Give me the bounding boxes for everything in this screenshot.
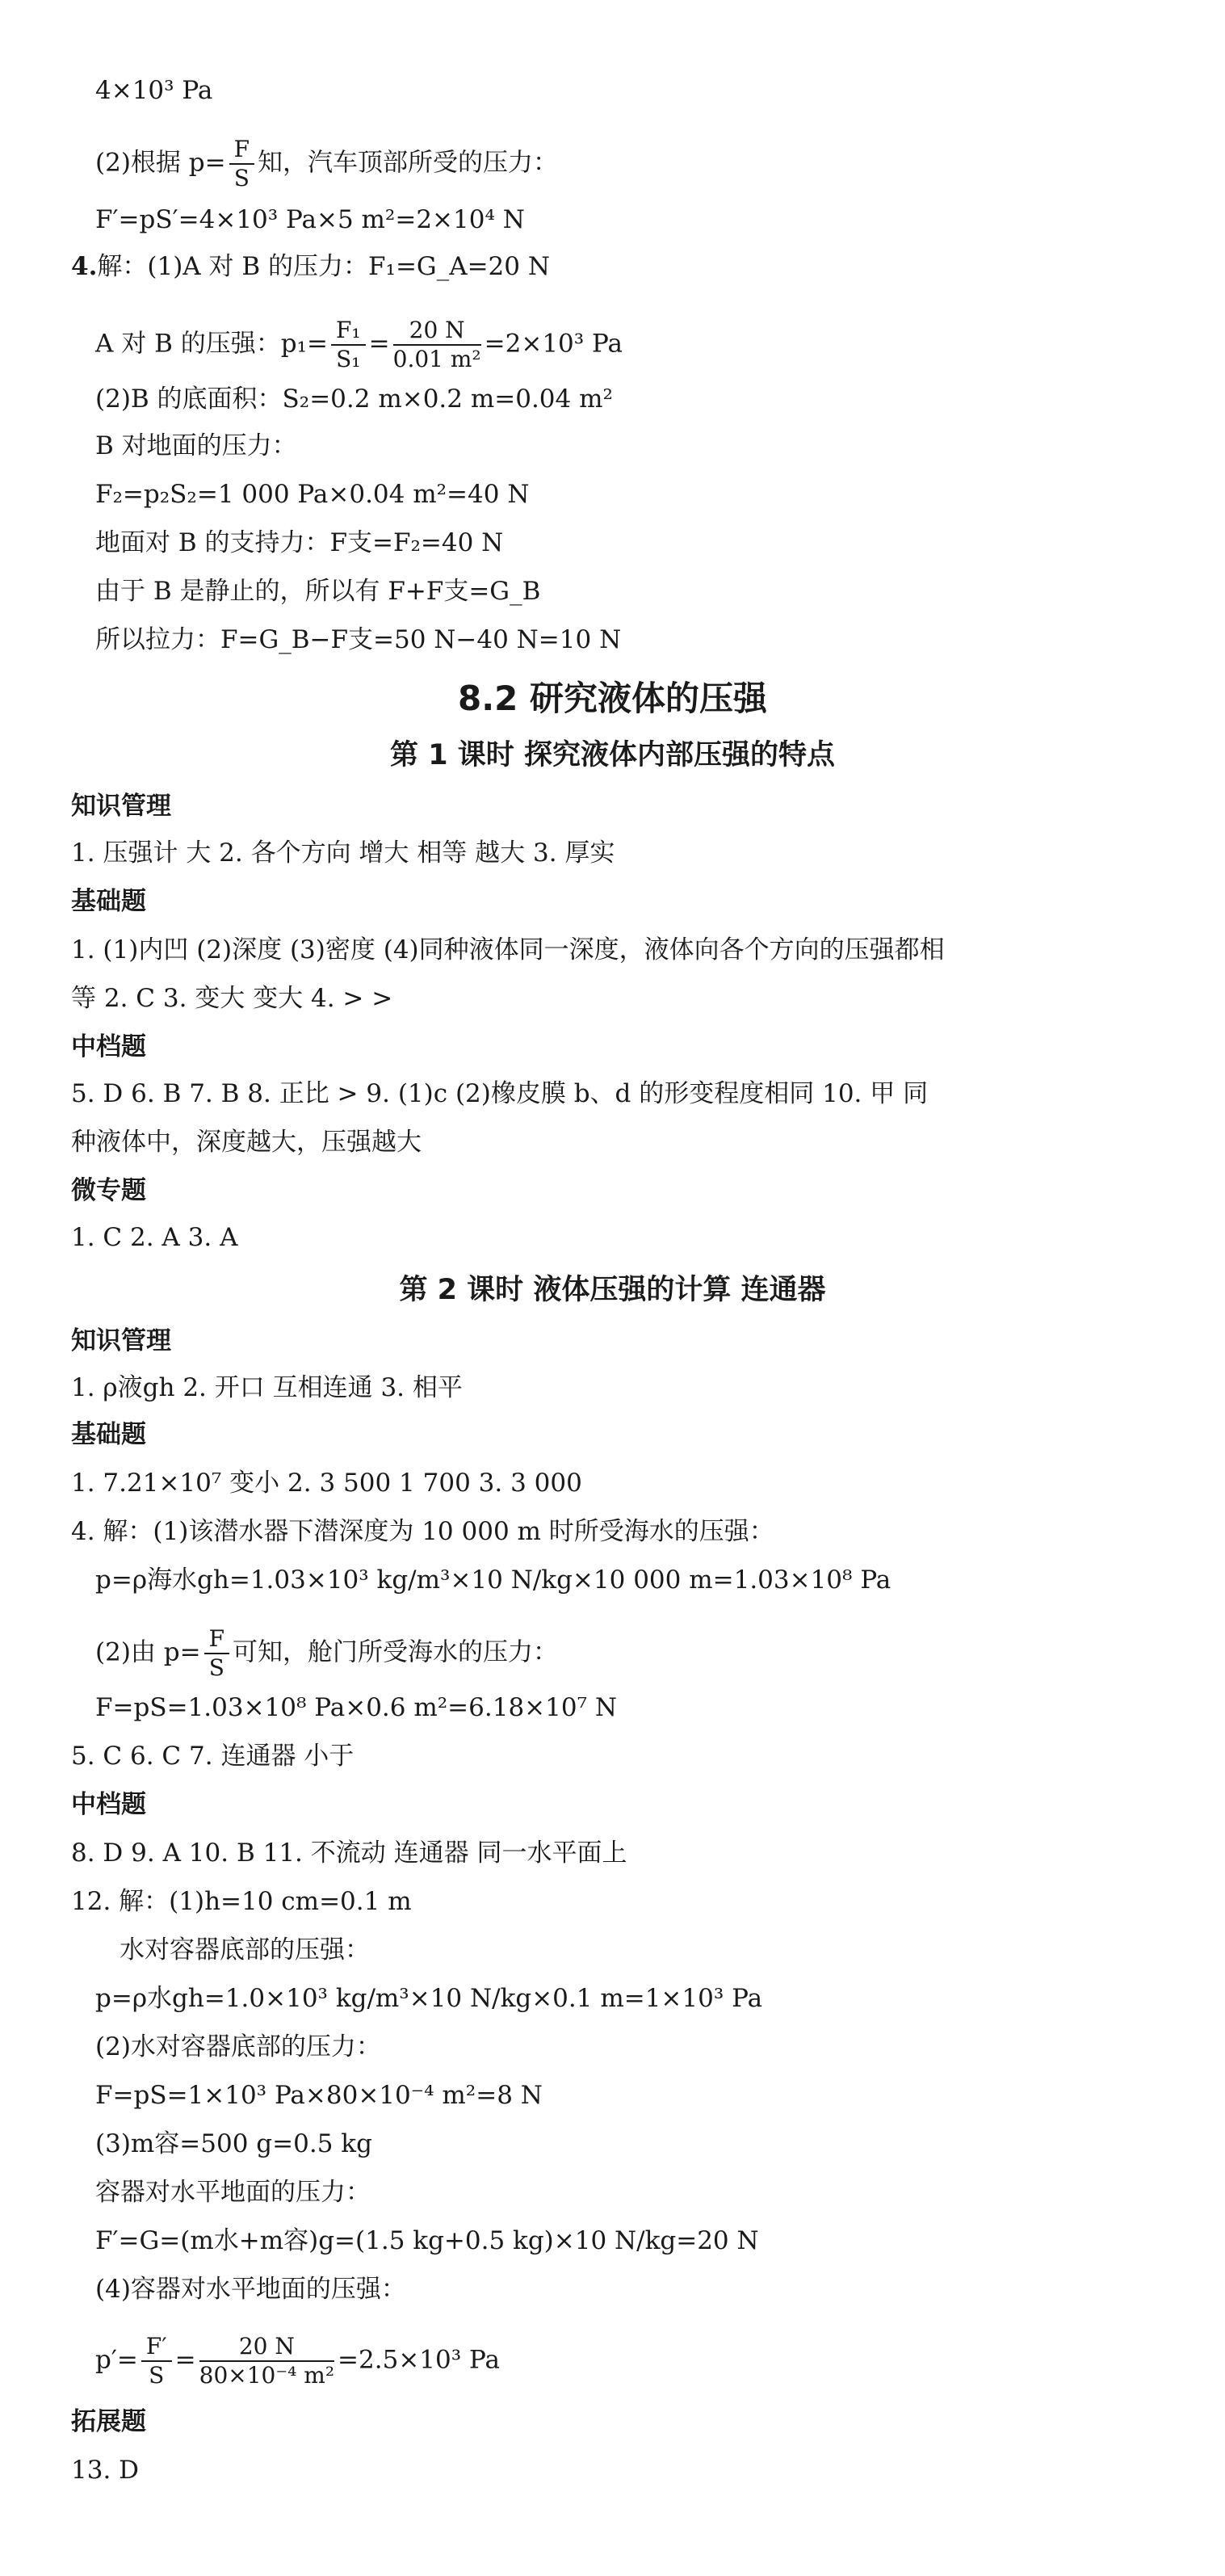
lesson-title: 第 1 课时 探究液体内部压强的特点: [390, 739, 835, 771]
text-line: p=ρ水gh=1.0×10³ kg/m³×10 N/kg×0.1 m=1×10³ Pa: [95, 1984, 763, 2013]
text-line: 由于 B 是静止的，所以有 F+F支=G_B: [95, 577, 541, 606]
fraction: $\frac{20 N}{\text{80×10⁻⁴ m²}}$: [199, 2333, 335, 2389]
text-line: 地面对 B 的支持力：F支=F₂=40 N: [95, 528, 504, 557]
section-title: 8.2 研究液体的压强: [457, 679, 768, 718]
text-line: F′=G=(m水+m容)g=(1.5 kg+0.5 kg)×10 N/kg=20 N: [95, 2226, 759, 2255]
fraction: $\frac{F'}{S}$: [141, 2333, 172, 2389]
text-line: F₂=p₂S₂=1 000 Pa×0.04 m²=40 N: [95, 480, 530, 509]
text-line: F=pS=1.03×10⁸ Pa×0.6 m²=6.18×10⁷ N: [95, 1693, 617, 1722]
subsection-heading: 知识管理: [71, 1326, 171, 1355]
text-line: 8. D 9. A 10. B 11. 不流动 连通器 同一水平面上: [71, 1838, 627, 1868]
text-line: 1. (1)内凹 (2)深度 (3)密度 (4)同种液体同一深度，液体向各个方向的压强都相: [71, 935, 945, 964]
text-line: 13. D: [71, 2456, 140, 2485]
text-line: 种液体中，深度越大，压强越大: [71, 1128, 422, 1157]
subsection-heading: 微专题: [71, 1176, 146, 1205]
text-line: 5. D 6. B 7. B 8. 正比 > 9. (1)c (2)橡皮膜 b、d 的形变程度相同 10. 甲 同: [71, 1079, 929, 1108]
text-line: (2)由 p= $\frac{F}{S}$ 可知，舱门所受海水的压力：: [95, 1625, 559, 1681]
subsection-heading: 基础题: [71, 1420, 146, 1449]
text-line: 等 2. C 3. 变大 变大 4. > >: [71, 984, 393, 1013]
text-line: 5. C 6. C 7. 连通器 小于: [71, 1742, 354, 1771]
fraction: $\frac{\text{F₁}}{\text{S₁}}$: [331, 317, 366, 373]
text-line: (3)m容=500 g=0.5 kg: [95, 2129, 372, 2158]
text-line: 4. 解：(1)该潜水器下潜深度为 10 000 m 时所受海水的压强：: [71, 1517, 774, 1546]
lesson-title: 第 2 课时 液体压强的计算 连通器: [399, 1274, 826, 1306]
text-line: 所以拉力：F=G_B−F支=50 N−40 N=10 N: [95, 625, 622, 654]
text-line: 1. 压强计 大 2. 各个方向 增大 相等 越大 3. 厚实: [71, 838, 615, 868]
text-line: A 对 B 的压强：p₁= $\frac{\text{F₁}}{\text{S₁}}$ = $\frac{20 N}{\text{0.01 m²}}$ =2×10³ Pa: [95, 317, 623, 372]
text-line: 1. ρ液gh 2. 开口 互相连通 3. 相平: [71, 1373, 463, 1402]
text-line: 容器对水平地面的压力：: [95, 2178, 371, 2207]
text-line: F′=pS′=4×10³ Pa×5 m²=2×10⁴ N: [95, 205, 525, 234]
text-line: 1. 7.21×10⁷ 变小 2. 3 500 1 700 3. 3 000: [71, 1469, 582, 1498]
subsection-heading: 中档题: [71, 1790, 146, 1819]
text-line: F=pS=1×10³ Pa×80×10⁻⁴ m²=8 N: [95, 2081, 543, 2110]
text-line: 水对容器底部的压强：: [120, 1935, 370, 1965]
text-line: p=ρ海水gh=1.03×10³ kg/m³×10 N/kg×10 000 m=1.03×10⁸ Pa: [95, 1565, 891, 1595]
text-line: (4)容器对水平地面的压强：: [95, 2275, 406, 2304]
text-line: B 对地面的压力：: [95, 431, 297, 460]
text-line: (2)B 的底面积：S₂=0.2 m×0.2 m=0.04 m²: [95, 385, 613, 414]
subsection-heading: 拓展题: [71, 2407, 146, 2436]
subsection-heading: 中档题: [71, 1032, 146, 1061]
text-line: p′= $\frac{F'}{S}$ = $\frac{20 N}{\text{80×10⁻⁴ m²}}$ =2.5×10³ Pa: [95, 2333, 500, 2389]
fraction: $\frac{F}{S}$: [229, 136, 254, 192]
fraction: $\frac{20 N}{\text{0.01 m²}}$: [392, 317, 481, 372]
subsection-heading: 基础题: [71, 887, 146, 916]
text-line: 1. C 2. A 3. A: [71, 1223, 238, 1252]
fraction: $\frac{F}{S}$: [204, 1625, 229, 1682]
text-line: 4.解：(1)A 对 B 的压力：F₁=G_A=20 N: [71, 252, 550, 281]
text-line: (2)水对容器底部的压力：: [95, 2032, 381, 2061]
subsection-heading: 知识管理: [71, 792, 171, 821]
text-line: (2)根据 p= $\frac{F}{S}$ 知，汽车顶部所受的压力：: [95, 136, 559, 191]
text-line: 12. 解：(1)h=10 cm=0.1 m: [71, 1887, 412, 1916]
text-line: 4×10³ Pa: [95, 76, 213, 105]
